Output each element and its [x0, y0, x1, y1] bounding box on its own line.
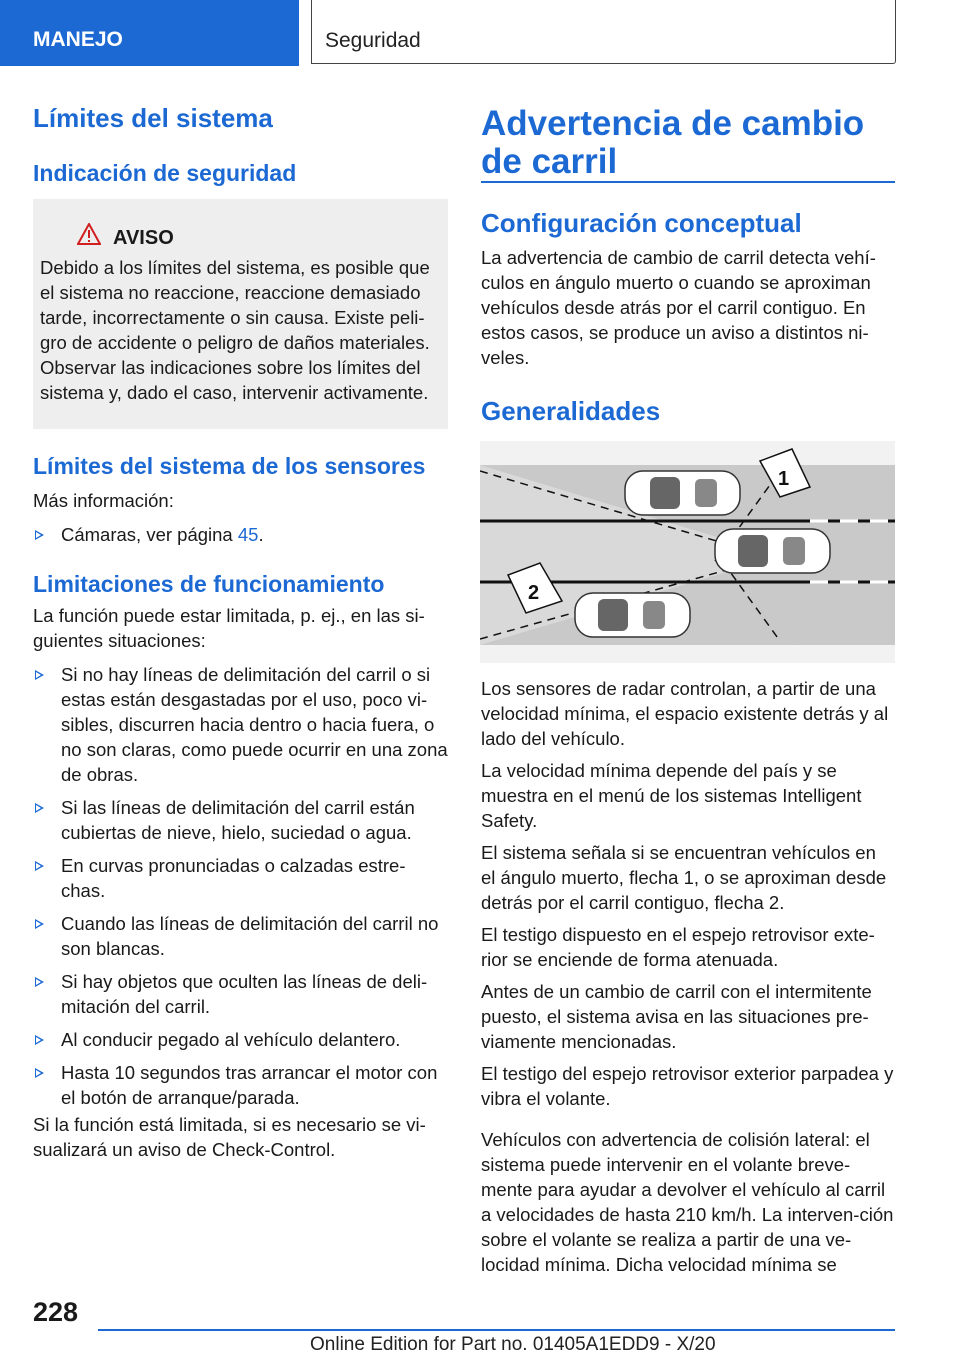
list-item: Al conducir pegado al vehículo delantero.: [33, 1027, 449, 1052]
page-title: Advertencia de cambio de carril: [481, 104, 865, 181]
func-intro: La función puede estar limitada, p. ej., en las si-guientes situaciones:: [33, 605, 425, 651]
bullet-triangle-icon: [35, 977, 44, 987]
footer-rule: [98, 1329, 895, 1331]
warning-box: [33, 199, 448, 429]
bullet-triangle-icon: [35, 919, 44, 929]
bullet-triangle-icon: [35, 1068, 44, 1078]
concept-text: La advertencia de cambio de carril detecta vehí-culos en ángulo muerto o cuando se aproximan vehículos desde atrás por el carril contiguo. En estos casos, se produce un aviso a distintos ni-veles.: [481, 247, 876, 368]
arrow-1-label: 1: [778, 468, 790, 490]
edition-text: Online Edition for Part no. 01405A1EDD9 - X/20: [310, 1334, 716, 1355]
list-item: Cámaras, ver página 45.: [33, 522, 449, 547]
more-info-label: Más información:: [33, 490, 174, 511]
page-link[interactable]: 45: [237, 524, 259, 545]
heading-concept: Configuración conceptual: [481, 208, 802, 238]
arrow-2-label: 2: [528, 582, 540, 604]
heading-safety-note: Indicación de seguridad: [33, 160, 297, 186]
paragraph: El sistema señala si se encuentran vehículos en el ángulo muerto, flecha 1, o se aproximan desde detrás por el carril contiguo, flecha 2.: [481, 842, 887, 913]
warning-triangle-icon: [77, 223, 101, 250]
paragraph: El testigo dispuesto en el espejo retrovisor exte-rior se enciende de forma atenuada.: [481, 924, 875, 970]
title-rule: [481, 181, 895, 183]
bullet-triangle-icon: [35, 1035, 44, 1045]
section-label: MANEJO: [33, 28, 123, 51]
car-ego-icon: [715, 529, 830, 573]
bullet-triangle-icon: [35, 803, 44, 813]
bullet-triangle-icon: [35, 530, 44, 540]
car-top-icon: [625, 471, 740, 515]
road-illustration: [480, 441, 895, 663]
warning-title: AVISO: [113, 227, 174, 249]
list-item: Si las líneas de delimitación del carril están cubiertas de nieve, hielo, suciedad o agua.: [33, 795, 449, 845]
list-item: En curvas pronunciadas o calzadas estre-chas.: [33, 853, 449, 903]
list-item: Hasta 10 segundos tras arrancar el motor con el botón de arranque/parada.: [33, 1060, 449, 1110]
paragraph: Los sensores de radar controlan, a partir de una velocidad mínima, el espacio existente detrás y al lado del vehículo.: [481, 678, 889, 749]
list-item: Si hay objetos que oculten las líneas de deli-mitación del carril.: [33, 969, 449, 1019]
func-outro: Si la función está limitada, si es necesario se vi-sualizará un aviso de Check-Control.: [33, 1114, 426, 1160]
chapter-label: Seguridad: [325, 29, 421, 52]
paragraph: El testigo del espejo retrovisor exterior parpadea y vibra el volante.: [481, 1063, 894, 1109]
bullet-triangle-icon: [35, 670, 44, 680]
car-rear-icon: [575, 593, 690, 637]
page-number: 228: [33, 1297, 79, 1327]
paragraph: Antes de un cambio de carril con el intermitente puesto, el sistema avisa en las situaciones pre-viamente mencionadas.: [481, 981, 872, 1052]
chapter-header: [311, 0, 896, 64]
func-limit-list: [33, 662, 449, 1110]
section-tab[interactable]: [0, 0, 299, 66]
lane-change-diagram: [480, 441, 895, 663]
paragraph: Vehículos con advertencia de colisión lateral: el sistema puede intervenir en el volante breve-mente para ayudar a devolver el vehículo al carril a velocidades de hasta 210 km/h. La interven-ción sobre el volante se realiza a partir de una ve-locidad mínima. Dicha velocidad mínima se: [481, 1129, 894, 1275]
heading-general: Generalidades: [481, 396, 661, 426]
paragraph: La velocidad mínima depende del país y se muestra en el menú de los sistemas Intelligent Safety.: [481, 760, 862, 831]
heading-func-limits: Limitaciones de funcionamiento: [33, 571, 385, 597]
heading-sensor-limits: Límites del sistema de los sensores: [33, 453, 426, 479]
heading-system-limits: Límites del sistema: [33, 103, 273, 133]
warning-body: Debido a los límites del sistema, es posible que el sistema no reaccione, reaccione demasiado tarde, incorrectamente o sin causa. Existe peli-gro de accidente o peligro de daños materiales. Observar las indicaciones sobre los límites del sistema y, dado el caso, intervenir activamente.: [40, 257, 430, 403]
general-paragraphs: [481, 676, 895, 1277]
list-item: Si no hay líneas de delimitación del carril o si estas están desgastadas por el uso, poco vi-sibles, discurren hacia dentro o hacia fuera, o no son claras, como puede ocurrir en una zona de obras.: [33, 662, 449, 787]
bullet-triangle-icon: [35, 861, 44, 871]
list-item: Cuando las líneas de delimitación del carril no son blancas.: [33, 911, 449, 961]
sensor-list: [33, 522, 449, 547]
